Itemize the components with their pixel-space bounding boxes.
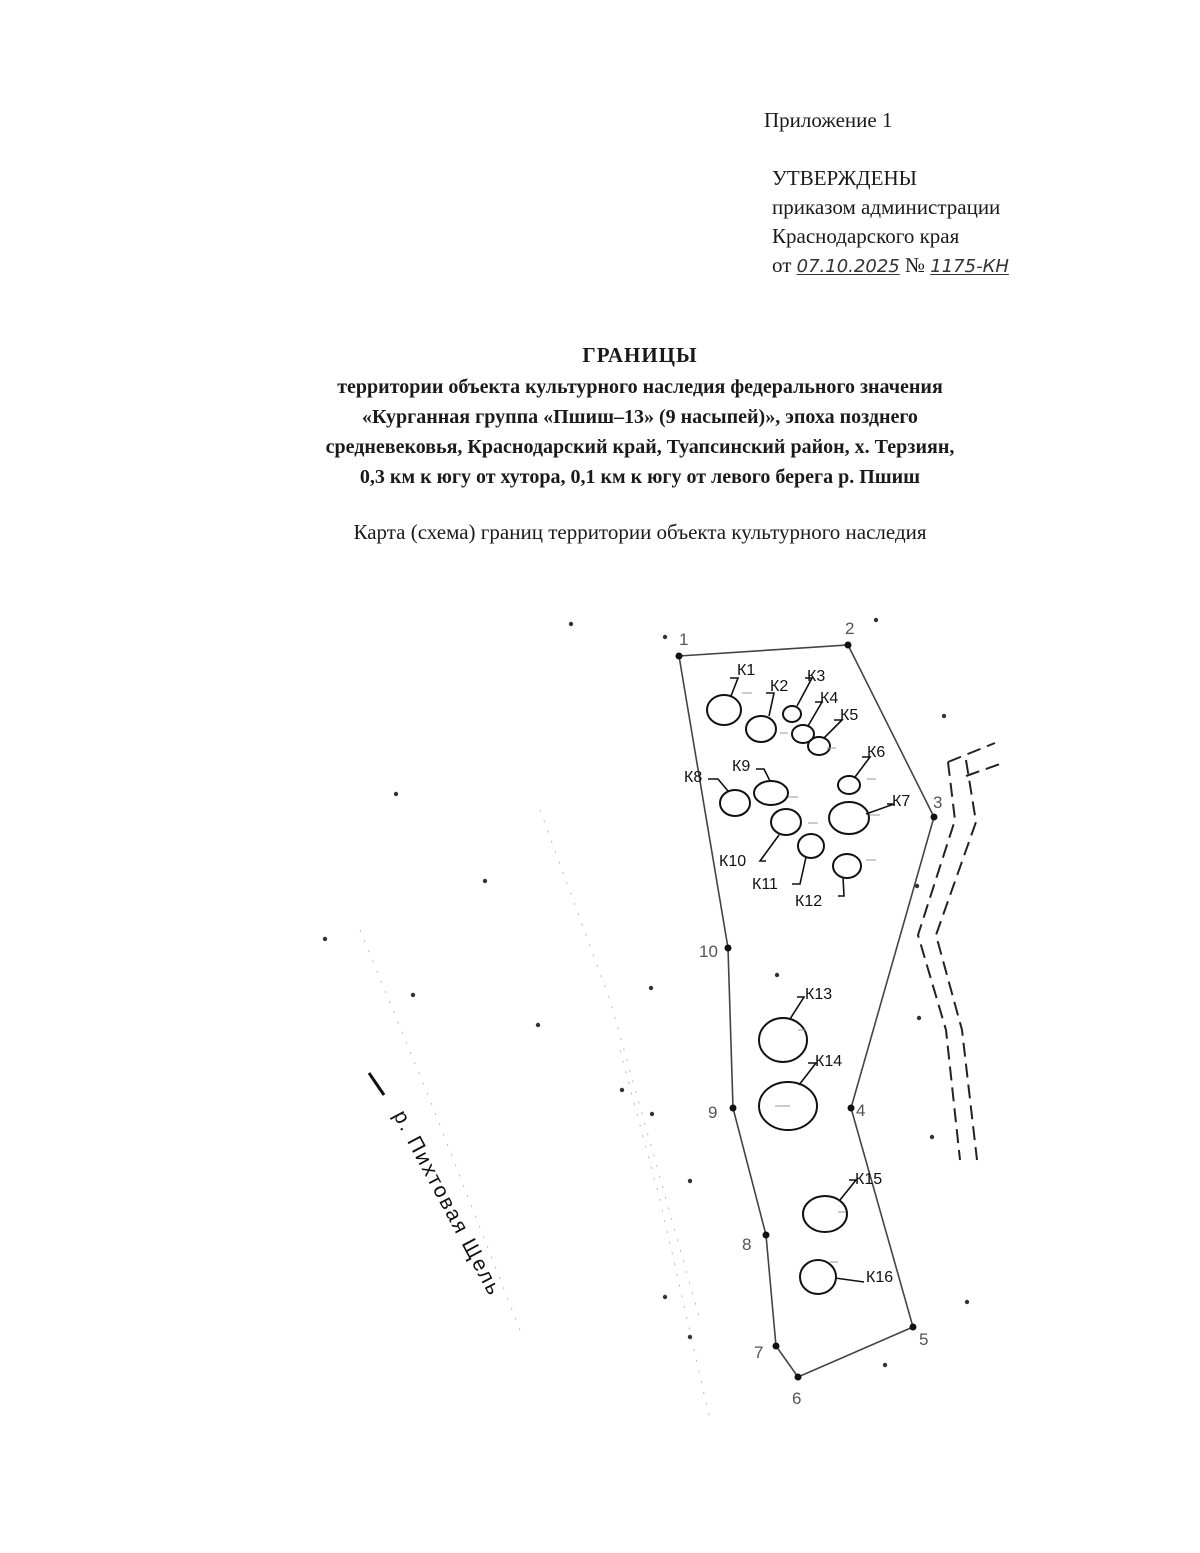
vertex-6 — [795, 1374, 802, 1381]
mound-label-k8: К8 — [684, 769, 703, 786]
mound-label-k15: К15 — [855, 1171, 883, 1188]
mound-label-k16: К16 — [866, 1269, 894, 1286]
vertex-10 — [725, 945, 732, 952]
vertex-5 — [910, 1324, 917, 1331]
mound-k9 — [754, 781, 788, 805]
mound-k13 — [759, 1018, 807, 1062]
mound-label-k12: К12 — [795, 893, 823, 910]
appendix-label: Приложение 1 — [764, 108, 893, 132]
mound-label-k5: К5 — [840, 707, 859, 724]
vertex-label-9: 9 — [708, 1103, 718, 1122]
handwritten-number: 1175-КН — [930, 256, 1009, 277]
map-subtitle: Карта (схема) границ территории объекта культурного наследия — [353, 520, 927, 544]
vertex-label-4: 4 — [856, 1101, 866, 1120]
mound-k3 — [783, 706, 801, 722]
mound-k8 — [720, 790, 750, 816]
dashed-road — [918, 743, 1000, 1160]
mound-k12 — [833, 854, 861, 878]
approved-by-line1: приказом администрации — [772, 195, 1001, 219]
vertex-1 — [676, 653, 683, 660]
title-line1: территории объекта культурного наследия федерального значения — [337, 376, 943, 398]
mound-label-k11: К11 — [752, 876, 778, 893]
vertex-label-3: 3 — [933, 793, 943, 812]
mound-label-k4: К4 — [820, 690, 839, 707]
boundary-vertices — [676, 642, 938, 1381]
mound-k1 — [707, 695, 741, 725]
vertex-label-7: 7 — [754, 1343, 764, 1362]
title-line4: 0,3 км к югу от хутора, 0,1 км к югу от левого берега р. Пшиш — [359, 466, 921, 488]
title-heading: ГРАНИЦЫ — [582, 343, 698, 367]
approved-by-line2: Краснодарского края — [772, 224, 960, 248]
handwritten-date: 07.10.2025 — [796, 256, 900, 277]
number-prefix: № — [904, 253, 926, 277]
survey-dots — [323, 618, 969, 1367]
vertex-3 — [931, 814, 938, 821]
date-prefix: от — [772, 253, 792, 277]
mound-label-k2: К2 — [770, 678, 789, 695]
mound-k16 — [800, 1260, 836, 1294]
vertex-label-2: 2 — [845, 619, 855, 638]
mound-label-k6: К6 — [867, 744, 886, 761]
mound-label-k13: К13 — [805, 986, 833, 1003]
vertex-label-1: 1 — [679, 630, 689, 649]
title-line2: «Курганная группа «Пшиш–13» (9 насыпей)», эпоха позднего — [362, 406, 918, 428]
river-marker — [369, 1073, 384, 1095]
vertex-7 — [773, 1343, 780, 1350]
mound-label-k9: К9 — [732, 758, 751, 775]
mound-k15 — [803, 1196, 847, 1232]
mound-label-k10: К10 — [719, 853, 747, 870]
vertex-label-8: 8 — [742, 1235, 752, 1254]
vertex-8 — [763, 1232, 770, 1239]
mound-k5 — [808, 737, 830, 755]
vertex-label-10: 10 — [699, 942, 718, 961]
territory-boundary — [679, 645, 934, 1377]
vertex-label-6: 6 — [792, 1389, 802, 1408]
vertex-4 — [848, 1105, 855, 1112]
mound-label-k14: К14 — [815, 1053, 843, 1070]
title-line3: средневековья, Краснодарский край, Туапсинский район, х. Терзиян, — [325, 436, 955, 458]
mound-k2 — [746, 716, 776, 742]
vertex-label-5: 5 — [919, 1330, 929, 1349]
mound-k7 — [829, 802, 869, 834]
mound-label-k7: К7 — [892, 793, 911, 810]
mounds — [707, 695, 869, 1294]
approved-title: УТВЕРЖДЕНЫ — [772, 166, 917, 190]
mound-label-k3: К3 — [807, 668, 826, 685]
mound-labels — [684, 662, 910, 1286]
vertex-2 — [845, 642, 852, 649]
mound-k6 — [838, 776, 860, 794]
vertex-9 — [730, 1105, 737, 1112]
mound-k11 — [798, 834, 824, 858]
river-label: р. Пихтовая Щель — [388, 1106, 507, 1301]
mound-k10 — [771, 809, 801, 835]
mound-label-k1: К1 — [737, 662, 756, 679]
